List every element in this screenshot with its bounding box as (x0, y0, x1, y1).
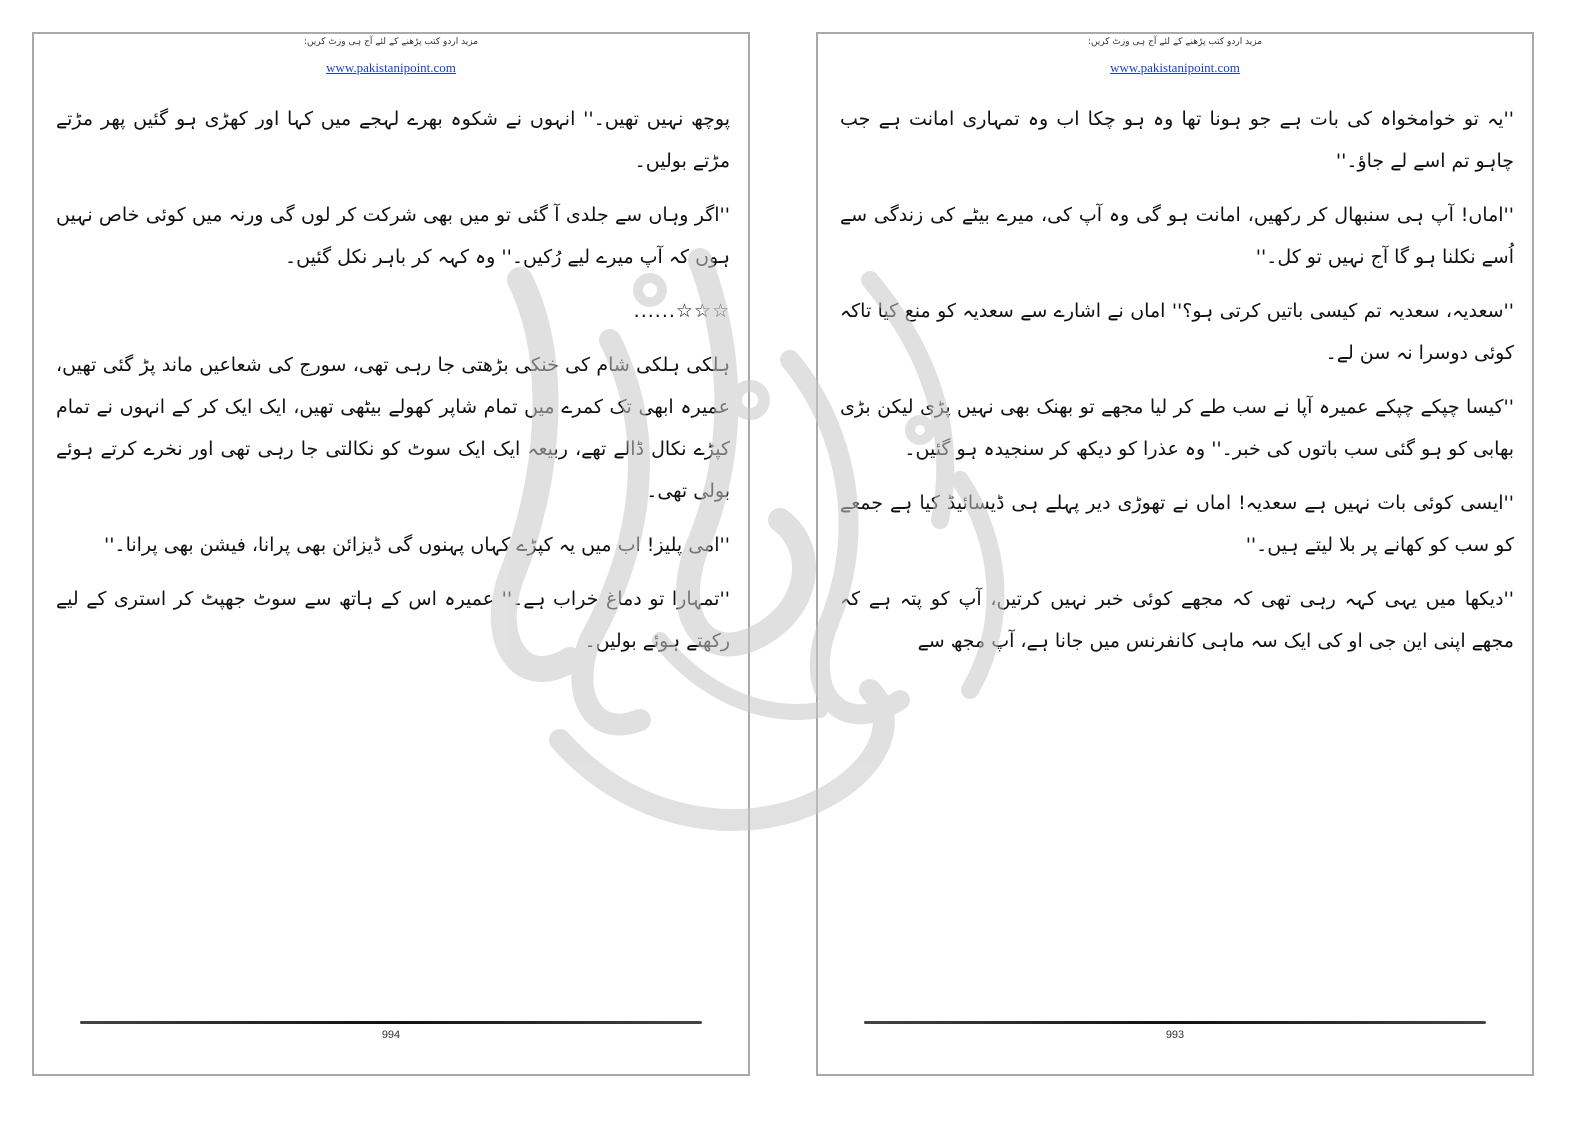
promo-text: مزید اردو کتب پڑھنے کے لئے آج ہی وزٹ کریں: (1087, 37, 1263, 47)
paragraph: پوچھ نہیں تھیں۔'' انہوں نے شکوہ بھرے لہجے میں کہا اور کھڑی ہو گئیں پھر مڑتے مڑتے بولیں۔ (56, 108, 731, 172)
section-separator: ......☆☆☆ (633, 300, 730, 322)
paragraph: ہلکی ہلکی شام کی خنکی بڑھتی جا رہی تھی، سورج کی شعاعیں ماند پڑ گئی تھیں، عمیرہ ابھی تک کمرے میں تمام شاپر کھولے بیٹھی تھیں، ایک ایک کر کے انہوں نے تمام کپڑے نکال ڈالے تھے، ربیعہ ایک ایک سوٹ کو نکالتی جا رہی تھی اور نخرے کرتے ہوئے بولی تھی۔ (56, 354, 730, 502)
paragraph: ''کیسا چپکے چپکے عمیرہ آپا نے سب طے کر لیا مجھے تو بھنک بھی نہیں پڑی لیکن بڑی بھابی کو ہو گئی سب باتوں کی خبر۔'' وہ عذرا کو دیکھ کر سنجیدہ ہو گئیں۔ (840, 396, 1514, 460)
promo-text: مزید اردو کتب پڑھنے کے لئے آج ہی وزٹ کریں: (303, 37, 479, 47)
page-left (32, 32, 750, 1076)
paragraph: ''یہ تو خوامخواہ کی بات ہے جو ہونا تھا وہ ہو چکا اب وہ تمہاری امانت ہے جب چاہو تم اسے لے جاؤ۔'' (840, 108, 1514, 172)
paragraph: ''اماں! آپ ہی سنبھال کر رکھیں، امانت ہو گی وہ آپ کی، میرے بیٹے کی زندگی سے اُسے نکلنا ہو گا آج نہیں تو کل۔'' (840, 204, 1514, 268)
footer-rule (864, 1021, 1486, 1024)
paragraph: ''تمہارا تو دماغ خراب ہے۔'' عمیرہ اس کے ہاتھ سے سوٹ جھپٹ کر استری کے لیے رکھتے ہوئے بولیں۔ (56, 588, 730, 652)
footer-rule (80, 1021, 702, 1024)
page-number: 993 (1165, 1029, 1185, 1041)
paragraph: ''دیکھا میں یہی کہہ رہی تھی کہ مجھے کوئی خبر نہیں کرتیں، آپ کو پتہ ہے کہ مجھے اپنی این جی او کی ایک سہ ماہی کانفرنس میں جانا ہے، آپ مجھ سے (840, 588, 1514, 652)
paragraph: ''ایسی کوئی بات نہیں ہے سعدیہ! اماں نے تھوڑی دیر پہلے ہی ڈیسائیڈ کیا ہے جمعے کو سب کو کھانے پر بلا لیتے ہیں۔'' (840, 492, 1514, 556)
page-body (840, 98, 1514, 674)
page-body (56, 98, 730, 674)
page-right (816, 32, 1534, 1076)
paragraph: ''امی پلیز! اب میں یہ کپڑے کہاں پہنوں گی ڈیزائن بھی پرانا، فیشن بھی پرانا۔'' (103, 534, 730, 556)
site-link[interactable]: www.pakistanipoint.com (1110, 60, 1240, 75)
site-link-container (34, 60, 748, 76)
page-number: 994 (381, 1029, 401, 1041)
site-link-container (818, 60, 1532, 76)
site-link[interactable]: www.pakistanipoint.com (326, 60, 456, 75)
paragraph: ''اگر وہاں سے جلدی آ گئی تو میں بھی شرکت کر لوں گی ورنہ میں کوئی خاص نہیں ہوں کہ آپ میرے لیے رُکیں۔'' وہ کہہ کر باہر نکل گئیں۔ (56, 204, 730, 268)
paragraph: ''سعدیہ، سعدیہ تم کیسی باتیں کرتی ہو؟'' اماں نے اشارے سے سعدیہ کو منع کیا تاکہ کوئی دوسرا نہ سن لے۔ (840, 300, 1514, 364)
